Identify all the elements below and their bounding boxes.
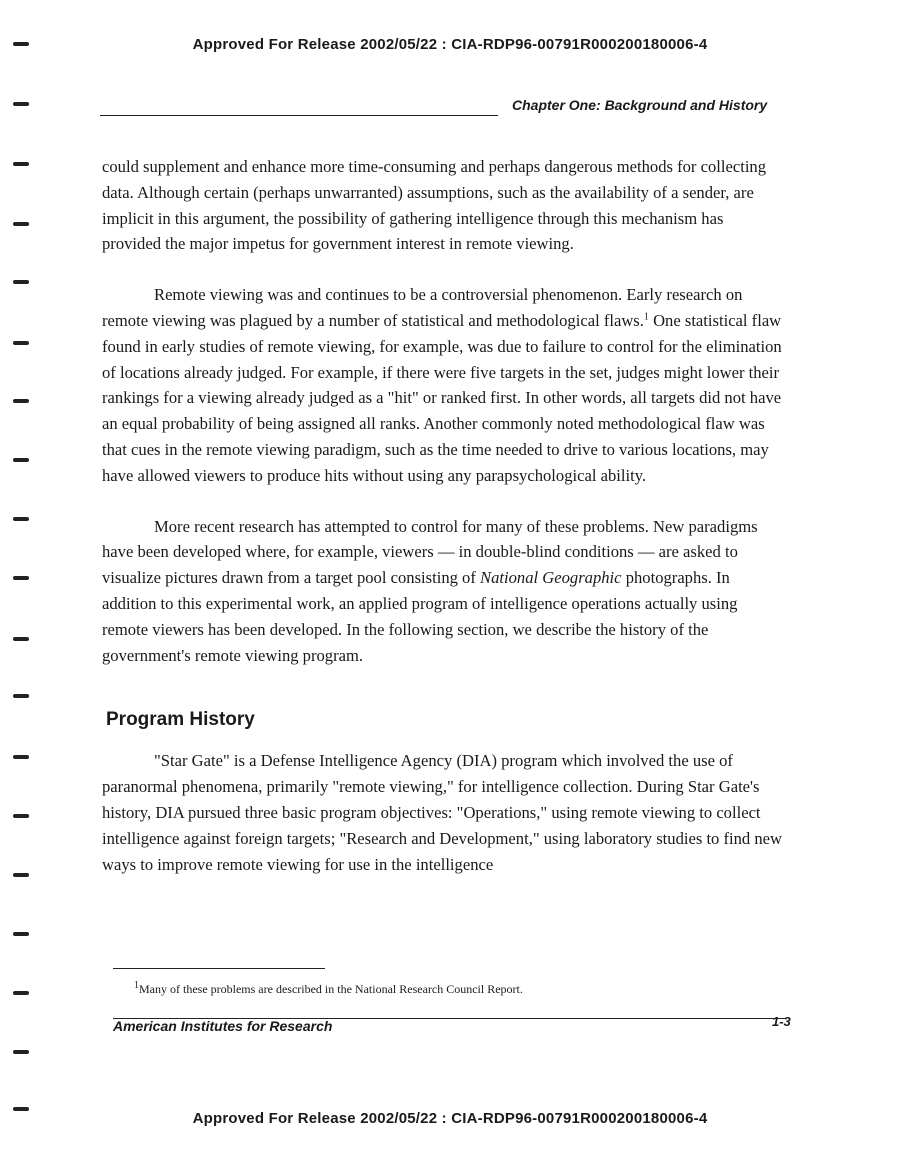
body-text [102, 154, 786, 902]
paragraph [102, 514, 786, 669]
margin-mark [13, 814, 29, 818]
paragraph-text: Remote viewing was and continues to be a controversial phenomenon. Early research on remote viewing was plagued by a number of statistical and methodological flaws. [102, 285, 743, 330]
margin-mark [13, 932, 29, 936]
release-header: Approved For Release 2002/05/22 : CIA-RDP96-00791R000200180006-4 [192, 36, 708, 53]
margin-mark [13, 280, 29, 284]
margin-mark [13, 162, 29, 166]
footnote-rule [113, 968, 325, 969]
footnote-marker: 1 [134, 980, 139, 991]
margin-mark [13, 1050, 29, 1054]
footnote [134, 982, 523, 997]
header-rule [100, 115, 498, 116]
binding-margin-marks [0, 0, 40, 1165]
footnote-text: Many of these problems are described in the National Research Council Report. [139, 982, 523, 996]
paragraph-text: More recent research has attempted to control for many of these problems. New paradigms have been developed where, for example, viewers — in double-blind conditions — are asked to visualize pictures drawn from a target pool consisting of [102, 516, 758, 588]
paragraph: could supplement and enhance more time-consuming and perhaps dangerous methods for collecting data. Although certain (perhaps unwarranted) assumptions, such as the availability of a sender, are implicit in this argument, the possibility of gathering intelligence through this mechanism has provided the major impetus for government interest in remote viewing. [102, 157, 767, 254]
margin-mark [13, 637, 29, 641]
margin-mark [13, 991, 29, 995]
publication-title: National Geographic [480, 568, 622, 588]
section-heading: Program History [106, 709, 255, 731]
release-footer: Approved For Release 2002/05/22 : CIA-RDP96-00791R000200180006-4 [192, 1110, 708, 1127]
margin-mark [13, 517, 29, 521]
margin-mark [13, 755, 29, 759]
margin-mark [13, 341, 29, 345]
page-number: 1-3 [772, 1014, 791, 1029]
footnote-reference: 1 [643, 311, 649, 323]
paragraph-text: One statistical flaw found in early studies of remote viewing, for example, was due to failure to control for the elimination of locations already judged. For example, if there were five targets in the set, judges might lower their rankings for a viewing already judged as a "hit" or ranked first. In other words, all targets did not have an equal probability of being assigned all ranks. Another commonly noted methodological flaw was that cues in the remote viewing paradigm, such as the time needed to drive to various locations, may have allowed viewers to produce hits without using any parapsychological ability. [102, 310, 782, 485]
organization-name: American Institutes for Research [113, 1018, 333, 1034]
margin-mark [13, 576, 29, 580]
chapter-title: Chapter One: Background and History [512, 97, 768, 113]
paragraph: "Star Gate" is a Defense Intelligence Agency (DIA) program which involved the use of paranormal phenomena, primarily "remote viewing," for intelligence collection. During Star Gate's history, DIA pursued three basic program objectives: "Operations," using remote viewing to collect intelligence against foreign targets; "Research and Development," using laboratory studies to find new ways to improve remote viewing for use in the intelligence [102, 751, 783, 874]
margin-mark [13, 222, 29, 226]
margin-mark [13, 458, 29, 462]
margin-mark [13, 873, 29, 877]
margin-mark [13, 399, 29, 403]
margin-mark [13, 694, 29, 698]
margin-mark [13, 102, 29, 106]
margin-mark [13, 42, 29, 46]
paragraph [102, 282, 786, 488]
paragraph-text: photographs. In addition to this experimental work, an applied program of intelligence operations actually using remote viewers has been developed. In the following section, we describe the history of the government's remote viewing program. [102, 568, 738, 665]
